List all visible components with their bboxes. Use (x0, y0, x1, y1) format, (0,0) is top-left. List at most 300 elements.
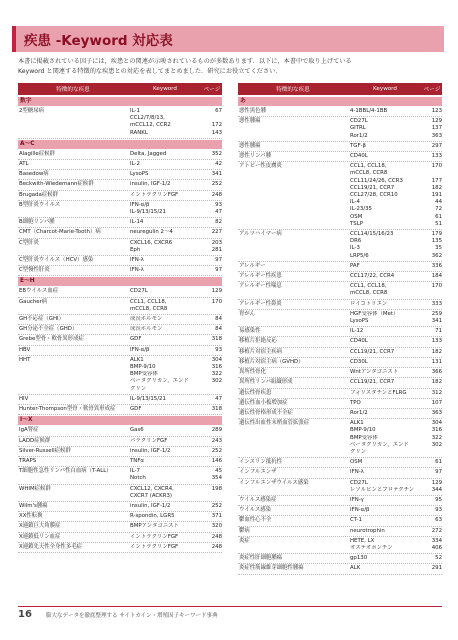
page-cell (202, 544, 222, 551)
table-row (18, 543, 222, 553)
keyword-line: Wntアンタゴニスト (350, 369, 399, 376)
table-row (18, 522, 222, 532)
table-row (18, 485, 222, 502)
keyword-line: CD27L (350, 479, 368, 486)
disease-cell: GH不応症（GHI） (19, 316, 65, 323)
keyword-cell (128, 240, 202, 254)
keyword-line: mCCL8, CCR8 (350, 170, 388, 177)
keyword-line: CCL14/15/16/23 (350, 231, 394, 238)
keyword-cell (348, 359, 422, 366)
disease-cell: WHIM症候群 (19, 485, 51, 492)
section-header: I～X (18, 416, 222, 425)
page-line: 334 (431, 537, 442, 544)
keyword-cell (128, 448, 202, 455)
header-disease: 特徴的な疾患 (56, 87, 90, 93)
keyword-cell (128, 347, 202, 354)
keyword-line: BMP受容体 (350, 434, 378, 441)
page-cell (422, 349, 442, 356)
table-row (18, 512, 222, 522)
keyword-line: TGF-β (350, 142, 366, 149)
page-line: 366 (431, 369, 442, 376)
disease-cell: 鬱血性心不全 (239, 517, 272, 524)
keyword-line: CCL19/21, CCR7 (350, 379, 395, 386)
page-line: 44 (435, 199, 442, 206)
keyword-cell (128, 257, 202, 264)
table-row (238, 300, 442, 310)
disease-cell: 遺伝性血小板増加症 (239, 399, 288, 406)
page-cell (202, 396, 222, 403)
keyword-line: IL-23/35 (350, 206, 372, 213)
page-cell (422, 231, 442, 260)
keyword-cell (128, 171, 202, 178)
page-line: 47 (215, 395, 222, 402)
keyword-line: mCCL8, CCR8 (350, 290, 388, 297)
keyword-cell (128, 427, 202, 434)
keyword-line: オステオポンチン (350, 544, 393, 551)
table-header (18, 83, 222, 95)
page-cell (422, 390, 442, 397)
page-line: 182 (431, 348, 442, 355)
keyword-cell (348, 410, 422, 417)
disease-cell: 悪性腫瘍 (239, 118, 261, 125)
page-cell (422, 538, 442, 552)
page-line: 316 (431, 427, 442, 434)
keyword-cell (128, 161, 202, 168)
table-row (18, 533, 222, 543)
keyword-cell (128, 151, 202, 158)
table-row (238, 468, 442, 478)
page-cell (422, 153, 442, 160)
table-row (18, 346, 222, 356)
page-line: 61 (435, 213, 442, 220)
page-cell (202, 406, 222, 413)
disease-cell: 異所性骨化 (239, 369, 266, 376)
table-row (18, 266, 222, 276)
disease-cell: 悪性黒色腫 (239, 108, 266, 114)
disease-cell: アレルギー性鼻炎 (239, 300, 282, 307)
page-cell (422, 273, 442, 280)
keyword-cell (348, 349, 422, 356)
page-line: 304 (211, 356, 222, 363)
table-row (238, 162, 442, 230)
keyword-line: CCL11/24/26, CCR3 (350, 177, 403, 184)
table-row (18, 315, 222, 325)
table-row (238, 282, 442, 299)
keyword-line: グリン (130, 385, 147, 392)
keyword-cell (128, 299, 202, 313)
keyword-cell (128, 219, 202, 226)
keyword-line: CCL19/21, CCR7 (350, 348, 395, 355)
page-cell (422, 118, 442, 140)
footer-text: 膨大なデータを徹底整理する サイトカイン・増殖因子キーワード事典 (46, 612, 218, 619)
page-line: 42 (215, 161, 222, 168)
page-cell (422, 565, 442, 572)
keyword-line: Eph (130, 246, 141, 253)
keyword-cell (128, 336, 202, 343)
keyword-line: 4-1BBL/4-1BB (350, 108, 388, 114)
disease-cell: T細胞性急性リンパ性白血病（T-ALL） (19, 468, 112, 475)
keyword-line: insulin, IGF-1/2 (130, 181, 171, 188)
keyword-cell (348, 528, 422, 535)
keyword-cell (128, 523, 202, 530)
page-line: 93 (215, 201, 222, 208)
page-line (202, 386, 222, 393)
disease-cell: HHT (19, 356, 31, 363)
page-line: 97 (215, 267, 222, 274)
table-row (238, 348, 442, 358)
page-cell (202, 513, 222, 520)
page-line: 272 (431, 527, 442, 534)
keyword-line: LysoPS (130, 171, 149, 178)
disease-cell: アルツハイマー病 (239, 231, 282, 238)
disease-cell: LADD症候群 (19, 437, 51, 444)
disease-cell: Brugada症候群 (19, 191, 58, 198)
page-cell (422, 459, 442, 466)
keyword-line: Delta, Jagged (130, 150, 167, 157)
page-cell (202, 161, 222, 168)
keyword-line: CXCR7 (ACKR3) (130, 492, 172, 499)
table-row (18, 426, 222, 436)
page-line: 137 (431, 125, 442, 132)
keyword-cell (348, 420, 422, 456)
table-row (18, 467, 222, 484)
page-cell (202, 336, 222, 343)
table-row (238, 419, 442, 458)
keyword-line: CCL17/22, CCR4 (350, 273, 395, 280)
keyword-line: HETE, LX (350, 537, 375, 544)
table-row (238, 537, 442, 554)
page-cell (202, 458, 222, 465)
keyword-line: IL-12 (350, 328, 364, 335)
page-line: 82 (215, 219, 222, 226)
keyword-line: CT-1 (350, 517, 362, 524)
disease-cell: Alagille症候群 (19, 150, 55, 157)
keyword-line: BMP受容体 (130, 371, 158, 378)
page-cell (202, 171, 222, 178)
disease-cell: EBウイルス血症 (19, 288, 59, 295)
page-line: 143 (211, 129, 222, 136)
table-row (18, 239, 222, 256)
keyword-line: BMPアンタゴニスト (130, 523, 179, 530)
keyword-cell (128, 406, 202, 413)
disease-cell: X連鎖低リン血症 (19, 533, 61, 540)
keyword-cell (348, 311, 422, 325)
header-keyword: Keyword (373, 86, 397, 92)
page-line: 318 (211, 406, 222, 413)
page-line: 354 (211, 475, 222, 482)
page-cell (202, 357, 222, 393)
disease-cell: 悪性リンパ腫 (239, 153, 271, 160)
disease-cell: C型肝炎ウイルス（HCV）感染 (19, 257, 94, 264)
keyword-line: ロイコトリエン (350, 300, 388, 307)
table-row (18, 287, 222, 297)
page-line: 170 (211, 298, 222, 305)
table-row (18, 335, 222, 345)
keyword-cell (348, 555, 422, 562)
page-line: 333 (431, 300, 442, 307)
table-row (18, 447, 222, 457)
table-row (238, 152, 442, 162)
disease-cell: GH分泌不全症（GHD） (19, 326, 78, 333)
keyword-line: IL-9/13/15/21 (130, 209, 166, 216)
keyword-cell (128, 288, 202, 295)
keyword-line: CCL2/7/8/13, (130, 115, 165, 122)
page-line: 107 (431, 399, 442, 406)
page-cell (202, 448, 222, 455)
page-line: 129 (431, 118, 442, 125)
keyword-line: IL-3 (350, 245, 360, 252)
page-cell (202, 240, 222, 254)
keyword-cell (128, 513, 202, 520)
keyword-line: CD27L (130, 288, 148, 295)
keyword-line: mCCL12, CCR2 (130, 122, 171, 129)
right-table (238, 83, 442, 575)
page-line: 146 (211, 457, 222, 464)
disease-cell: 異所性リンパ組織形成 (239, 379, 293, 386)
page-line: 51 (435, 220, 442, 227)
page-line: 47 (215, 209, 222, 216)
page-line: 341 (211, 171, 222, 178)
header-page: ページ (423, 87, 441, 93)
table-row (18, 457, 222, 467)
page-line: 198 (211, 485, 222, 492)
page-line: 61 (435, 459, 442, 466)
keyword-line: イントラクリンFGF (130, 543, 179, 550)
page-line: 97 (215, 257, 222, 264)
disease-cell: TRAPS (19, 457, 37, 464)
keyword-line: レゾルビンとプロテクチン (350, 486, 415, 493)
header-keyword: Keyword (153, 86, 177, 92)
keyword-cell (128, 438, 202, 445)
keyword-cell (348, 507, 422, 514)
page-cell (202, 299, 222, 313)
keyword-line: イントラクリンFGF (130, 533, 179, 540)
page-cell (422, 400, 442, 407)
page-line: 312 (431, 389, 442, 396)
keyword-line: TPO (350, 399, 361, 406)
page-cell (422, 311, 442, 325)
table-row (238, 506, 442, 516)
page-cell (422, 369, 442, 376)
page-cell (202, 108, 222, 137)
page-cell (422, 359, 442, 366)
page-line (202, 115, 222, 122)
disease-cell: 移植片対宿主病（GVHD） (239, 358, 304, 365)
table-row (18, 356, 222, 395)
keyword-line: 成長ホルモン (130, 316, 163, 323)
keyword-cell (128, 229, 202, 236)
page-line: 84 (215, 316, 222, 323)
keyword-line: CXCL16, CXCR6 (130, 239, 173, 246)
page-cell (202, 347, 222, 354)
keyword-cell (348, 379, 422, 386)
page-line: 289 (211, 427, 222, 434)
table-row (238, 117, 442, 142)
page-cell (202, 288, 222, 295)
keyword-cell (128, 458, 202, 465)
page-line: 243 (211, 437, 222, 444)
keyword-line: DR6 (350, 238, 362, 245)
keyword-cell (348, 328, 422, 335)
keyword-line: LysoPS (350, 318, 369, 325)
page-line: 227 (211, 229, 222, 236)
table-row (238, 107, 442, 117)
table-row (238, 262, 442, 272)
disease-cell: Hunter-Thompson型骨・軟骨異形成症 (19, 406, 116, 413)
table-row (238, 516, 442, 526)
table-row (238, 368, 442, 378)
page-line: 45 (215, 468, 222, 475)
table-row (238, 142, 442, 152)
keyword-cell (128, 503, 202, 510)
keyword-line: ALK1 (130, 356, 144, 363)
disease-cell: C型肝炎 (19, 239, 39, 246)
section-header: E～H (18, 277, 222, 286)
table-row (18, 160, 222, 170)
keyword-cell (348, 400, 422, 407)
page-title: 疾患 -Keyword 対応表 (12, 26, 444, 52)
intro-text (18, 57, 442, 77)
keyword-line: ALK (350, 565, 361, 572)
page-line: 203 (211, 239, 222, 246)
page-line: 170 (431, 283, 442, 290)
page-cell (202, 486, 222, 500)
page-line: 336 (431, 262, 442, 269)
table-row (18, 170, 222, 180)
keyword-line: CD27L (350, 118, 368, 125)
keyword-cell (348, 517, 422, 524)
keyword-line: CD30L (350, 358, 368, 365)
page-line: 93 (215, 346, 222, 353)
keyword-cell (128, 468, 202, 482)
table-row (238, 389, 442, 399)
page-cell (202, 523, 222, 530)
disease-cell: インスリン抵抗性 (239, 459, 282, 466)
page-cell (202, 326, 222, 333)
keyword-line: Ror1/2 (350, 132, 368, 139)
disease-cell: 移植片拒絶反応 (239, 338, 277, 345)
disease-cell: Gaucher病 (19, 298, 48, 305)
page-cell (202, 468, 222, 482)
keyword-cell (348, 469, 422, 476)
keyword-line: CCL1, CCL18, (350, 283, 387, 290)
keyword-line: グリン (350, 448, 367, 455)
page-line: 302 (431, 441, 442, 448)
page-cell (202, 202, 222, 216)
table-row (238, 378, 442, 388)
page-line: 297 (431, 142, 442, 149)
page-cell (422, 263, 442, 270)
table-row (18, 150, 222, 160)
keyword-cell (348, 273, 422, 280)
page-number: 16 (18, 609, 32, 620)
page-cell (422, 469, 442, 476)
keyword-line: OSM (350, 213, 363, 220)
page-line: 304 (431, 420, 442, 427)
page-line: 123 (431, 108, 442, 114)
keyword-cell (348, 480, 422, 494)
table-row (18, 405, 222, 415)
table-row (18, 107, 222, 139)
page-cell (202, 229, 222, 236)
keyword-line: IL-4 (350, 199, 360, 206)
page-cell (202, 257, 222, 264)
disease-cell: HBV (19, 346, 31, 353)
keyword-line: IL-9/13/15/21 (130, 395, 166, 402)
page-line: 71 (435, 328, 442, 335)
disease-cell: Silver-Russell症候群 (19, 447, 71, 454)
page-line: 170 (431, 163, 442, 170)
disease-cell: HIV (19, 395, 29, 402)
keyword-cell (348, 369, 422, 376)
table-row (18, 228, 222, 238)
keyword-cell (128, 202, 202, 216)
keyword-line: IL-2 (130, 161, 140, 168)
page-cell (202, 181, 222, 188)
disease-cell: Wilm's腫瘍 (19, 502, 48, 509)
disease-cell: 炎症性肝細胞腫瘍 (239, 555, 283, 562)
page-line: 371 (211, 513, 222, 520)
page-line: 322 (211, 371, 222, 378)
page-line: 191 (431, 192, 442, 199)
keyword-line: CXCL12, CXCR4, (130, 485, 174, 492)
keyword-cell (128, 326, 202, 333)
page-cell (422, 301, 442, 308)
left-table-body (18, 97, 222, 553)
table-row (18, 191, 222, 201)
table-row (238, 564, 442, 574)
page-line: 63 (435, 517, 442, 524)
keyword-line: フォリスタチンとFLRG (350, 389, 407, 396)
disease-cell: C型慢性肝炎 (19, 267, 50, 274)
keyword-cell (348, 565, 422, 572)
disease-cell: 遺伝性骨格形成不全症 (239, 409, 293, 416)
page-line: 129 (211, 288, 222, 295)
keyword-line: neurotrophin (350, 527, 385, 534)
page-line: 322 (431, 434, 442, 441)
keyword-cell (348, 283, 422, 297)
keyword-cell (348, 338, 422, 345)
page-line: 320 (211, 523, 222, 530)
keyword-cell (348, 390, 422, 397)
keyword-line: GDF (130, 406, 142, 413)
keyword-cell (348, 118, 422, 140)
disease-cell: アレルギー性喘息 (239, 283, 282, 290)
keyword-line: gp130 (350, 555, 368, 562)
page-footer (18, 606, 442, 620)
keyword-line: CD40L (350, 153, 368, 160)
disease-cell: アトピー性皮膚炎 (239, 163, 282, 170)
disease-cell: Beckwith-Wiedemann症候群 (19, 181, 94, 188)
keyword-cell (128, 357, 202, 393)
page-line: 252 (211, 181, 222, 188)
intro-line-1: 本書に掲載されている因子には，疾患との関連が示唆されているものが多数あります．以下に，本書中で取り上げている (18, 58, 352, 65)
disease-cell: 鬱病 (239, 527, 250, 534)
disease-cell: アレルギー (239, 262, 266, 269)
page-line: 67 (215, 108, 222, 114)
keyword-line: GDF (130, 336, 142, 343)
table-row (18, 180, 222, 190)
page-line: 133 (431, 153, 442, 160)
page-line: 184 (431, 273, 442, 280)
page-line: 248 (211, 191, 222, 198)
keyword-line: ベータグリカン，エンド (350, 441, 409, 448)
keyword-line: イントラクリンFGF (130, 191, 179, 198)
page-cell (422, 283, 442, 297)
page-line: 316 (211, 364, 222, 371)
page-cell (422, 480, 442, 494)
left-table (18, 83, 222, 553)
